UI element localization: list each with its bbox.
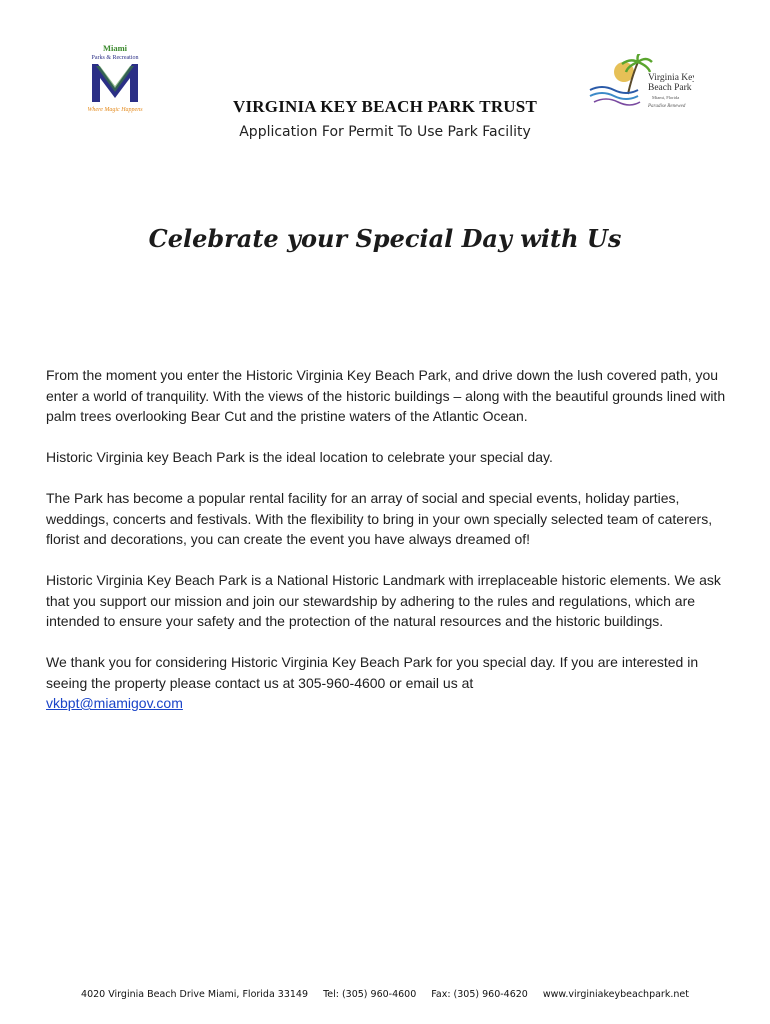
footer — [0, 989, 770, 1000]
footer-tel: Tel: (305) 960-4600 — [323, 989, 417, 1000]
footer-address: 4020 Virginia Beach Drive Miami, Florida 33149 — [81, 989, 309, 1000]
footer-fax: Fax: (305) 960-4620 — [431, 989, 528, 1000]
paragraph-intro: From the moment you enter the Historic Virginia Key Beach Park, and drive down the lush covered path, you enter a world of tranquility. With the views of the historic buildings – along with the beautiful grounds lined with palm trees overlooking Bear Cut and the pristine waters of the Atlantic Ocean. — [46, 367, 726, 424]
paragraph-rental-facility: The Park has become a popular rental facility for an array of social and special events, holiday parties, weddings, concerts and festivals. With the flexibility to bring in your own specially selected team of caterers, florist and decorations, you can create the event you have always dreamed of! — [46, 490, 713, 547]
paragraph-ideal-location: Historic Virginia key Beach Park is the ideal location to celebrate your special day. — [46, 449, 553, 465]
svg-text:Beach Park: Beach Park — [648, 83, 692, 93]
document-subtitle: Application For Permit To Use Park Facility — [239, 124, 531, 140]
footer-website[interactable]: www.virginiakeybeachpark.net — [542, 989, 689, 1000]
svg-text:Parks & Recreation: Parks & Recreation — [91, 55, 139, 61]
organization-title: VIRGINIA KEY BEACH PARK TRUST — [233, 97, 537, 116]
svg-text:Miami: Miami — [102, 43, 128, 53]
body-text — [46, 365, 736, 734]
contact-text: We thank you for considering Historic Virginia Key Beach Park for you special day. If you are interested in seeing the property please contact us at 305-960-4600 or email us at — [46, 654, 699, 691]
svg-text:Miami, Florida: Miami, Florida — [652, 95, 680, 100]
svg-text:Where Magic Happens: Where Magic Happens — [87, 107, 143, 113]
svg-text:Virginia Key: Virginia Key — [648, 73, 694, 83]
paragraph-historic-landmark: Historic Virginia Key Beach Park is a National Historic Landmark with irreplaceable historic elements. We ask that you support our mission and join our stewardship by adhering to the rules and regulations, which are intended to ensure your safety and the protection of the natural resources and the historic buildings. — [46, 572, 721, 629]
email-link[interactable]: vkbpt@miamigov.com — [46, 695, 183, 711]
paragraph-contact — [46, 652, 736, 714]
svg-text:Paradise Renewed: Paradise Renewed — [648, 104, 686, 109]
headline: Celebrate your Special Day with Us — [148, 224, 622, 253]
